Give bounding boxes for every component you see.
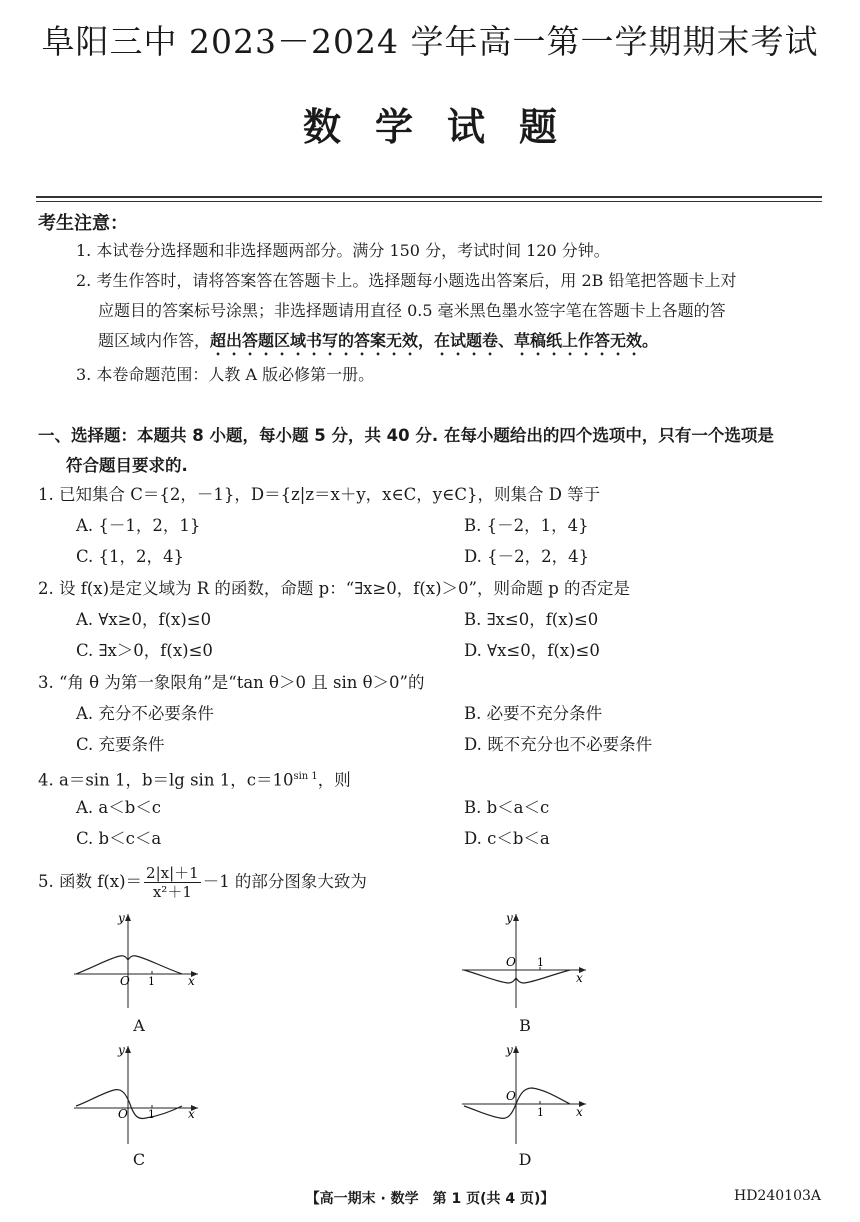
question-4-stem bbox=[38, 766, 351, 792]
graph-a-x-label: x bbox=[188, 974, 195, 988]
exam-title: 阜阳三中 2023－2024 学年高一第一学期期末考试 bbox=[41, 22, 819, 61]
question-4-stem-tail: ，则 bbox=[317, 770, 351, 790]
graph-c bbox=[74, 1042, 204, 1146]
question-4-option-d: D. c＜b＜a bbox=[464, 829, 550, 848]
question-1-option-c: C. {1，2，4} bbox=[76, 547, 185, 566]
graph-d-y-label: y bbox=[506, 1043, 513, 1057]
graph-d-tick-one: 1 bbox=[537, 1106, 544, 1119]
question-5-stem-text: 5. 函数 f(x)＝ bbox=[38, 872, 143, 891]
notice-item-1: 1. 本试卷分选择题和非选择题两部分。满分 150 分，考试时间 120 分钟。 bbox=[76, 241, 610, 260]
notice-emphasis: 超出答题区域书写的答案无效，在试题卷、草稿纸上作答无效。 bbox=[210, 331, 659, 350]
graph-c-x-label: x bbox=[188, 1107, 195, 1121]
question-5-stem bbox=[38, 862, 367, 902]
graph-b-origin: O bbox=[506, 955, 516, 969]
notice-item-2-line-3 bbox=[98, 330, 658, 359]
question-3-stem: 3. “角 θ 为第一象限角”是“tan θ＞0 且 sin θ＞0”的 bbox=[38, 673, 425, 692]
notice-heading: 考生注意： bbox=[38, 213, 128, 234]
question-1-option-a: A. {－1，2，1} bbox=[76, 516, 201, 535]
graph-d-origin: O bbox=[506, 1089, 516, 1103]
question-1-option-b: B. {－2，1，4} bbox=[464, 516, 589, 535]
question-4-exponent: sin 1 bbox=[293, 771, 318, 782]
graph-b-tick-one: 1 bbox=[537, 956, 544, 969]
graph-a-label: A bbox=[133, 1016, 145, 1035]
section-1-instruction-line-1: 一、选择题：本题共 8 小题，每小题 5 分，共 40 分. 在每小题给出的四个选项中，只有一个选项是 bbox=[38, 426, 774, 445]
graph-d-x-label: x bbox=[576, 1105, 583, 1119]
question-3-option-c: C. 充要条件 bbox=[76, 735, 165, 754]
graph-a-y-label: y bbox=[118, 911, 125, 925]
graph-b-y-label: y bbox=[506, 911, 513, 925]
graph-a-origin: O bbox=[120, 974, 130, 988]
graph-a bbox=[74, 910, 204, 1010]
question-2-option-c: C. ∃x＞0，f(x)≤0 bbox=[76, 641, 213, 660]
graph-c-label: C bbox=[132, 1150, 146, 1169]
question-2-option-d: D. ∀x≤0，f(x)≤0 bbox=[464, 641, 600, 660]
page-footer bbox=[0, 1188, 860, 1208]
question-5-stem-tail: －1 的部分图象大致为 bbox=[202, 872, 367, 891]
question-2-stem: 2. 设 f(x)是定义域为 R 的函数，命题 p：“∃x≥0，f(x)＞0”，则命题 p 的否定是 bbox=[38, 579, 631, 598]
question-1-stem: 1. 已知集合 C＝{2，－1}，D＝{z|z＝x＋y，x∈C，y∈C}，则集合 D 等于 bbox=[38, 485, 601, 504]
question-4-option-c: C. b＜c＜a bbox=[76, 829, 162, 848]
question-4-option-b: B. b＜a＜c bbox=[464, 798, 550, 817]
question-3-option-a: A. 充分不必要条件 bbox=[76, 704, 214, 723]
graph-c-y-label: y bbox=[118, 1043, 125, 1057]
section-1-instruction-line-2: 符合题目要求的. bbox=[66, 456, 188, 475]
notice-item-2-line-3-text: 题区域内作答， bbox=[98, 331, 211, 350]
question-3-option-d: D. 既不充分也不必要条件 bbox=[464, 735, 653, 754]
question-2-option-a: A. ∀x≥0，f(x)≤0 bbox=[76, 610, 212, 629]
header-divider bbox=[36, 196, 822, 198]
fraction-denominator: x²＋1 bbox=[152, 883, 192, 901]
notice-item-2-line-2: 应题目的答案标号涂黑；非选择题请用直径 0.5 毫米黑色墨水签字笔在答题卡上各题的答 bbox=[98, 301, 726, 320]
notice-item-2-line-1: 2. 考生作答时，请将答案答在答题卡上。选择题每小题选出答案后，用 2B 铅笔把答题卡上对 bbox=[76, 271, 737, 290]
graph-d bbox=[462, 1042, 592, 1146]
question-2-option-b: B. ∃x≤0，f(x)≤0 bbox=[464, 610, 599, 629]
footer-code: HD240103A bbox=[734, 1188, 821, 1204]
graph-b-x-label: x bbox=[576, 971, 583, 985]
graph-b-label: B bbox=[519, 1016, 531, 1035]
question-1-option-d: D. {－2，2，4} bbox=[464, 547, 590, 566]
graph-b bbox=[462, 910, 592, 1010]
subject-title: 数学试题 bbox=[302, 105, 591, 149]
graph-d-label: D bbox=[518, 1150, 532, 1169]
footer-page-info: 【高一期末 · 数学 第 1 页(共 4 页)】 bbox=[305, 1191, 555, 1207]
question-3-option-b: B. 必要不充分条件 bbox=[464, 704, 603, 723]
question-4-option-a: A. a＜b＜c bbox=[76, 798, 162, 817]
notice-item-3: 3. 本卷命题范围：人教 A 版必修第一册。 bbox=[76, 365, 375, 384]
graph-c-origin: O bbox=[118, 1107, 128, 1121]
fraction-numerator: 2|x|＋1 bbox=[146, 864, 199, 882]
graph-c-tick-one: 1 bbox=[148, 1108, 155, 1121]
question-4-stem-text: 4. a＝sin 1，b＝lg sin 1，c＝10 bbox=[38, 770, 294, 790]
header-divider-thin bbox=[36, 201, 822, 202]
question-5-fraction bbox=[144, 864, 201, 901]
graph-a-tick-one: 1 bbox=[148, 975, 155, 988]
